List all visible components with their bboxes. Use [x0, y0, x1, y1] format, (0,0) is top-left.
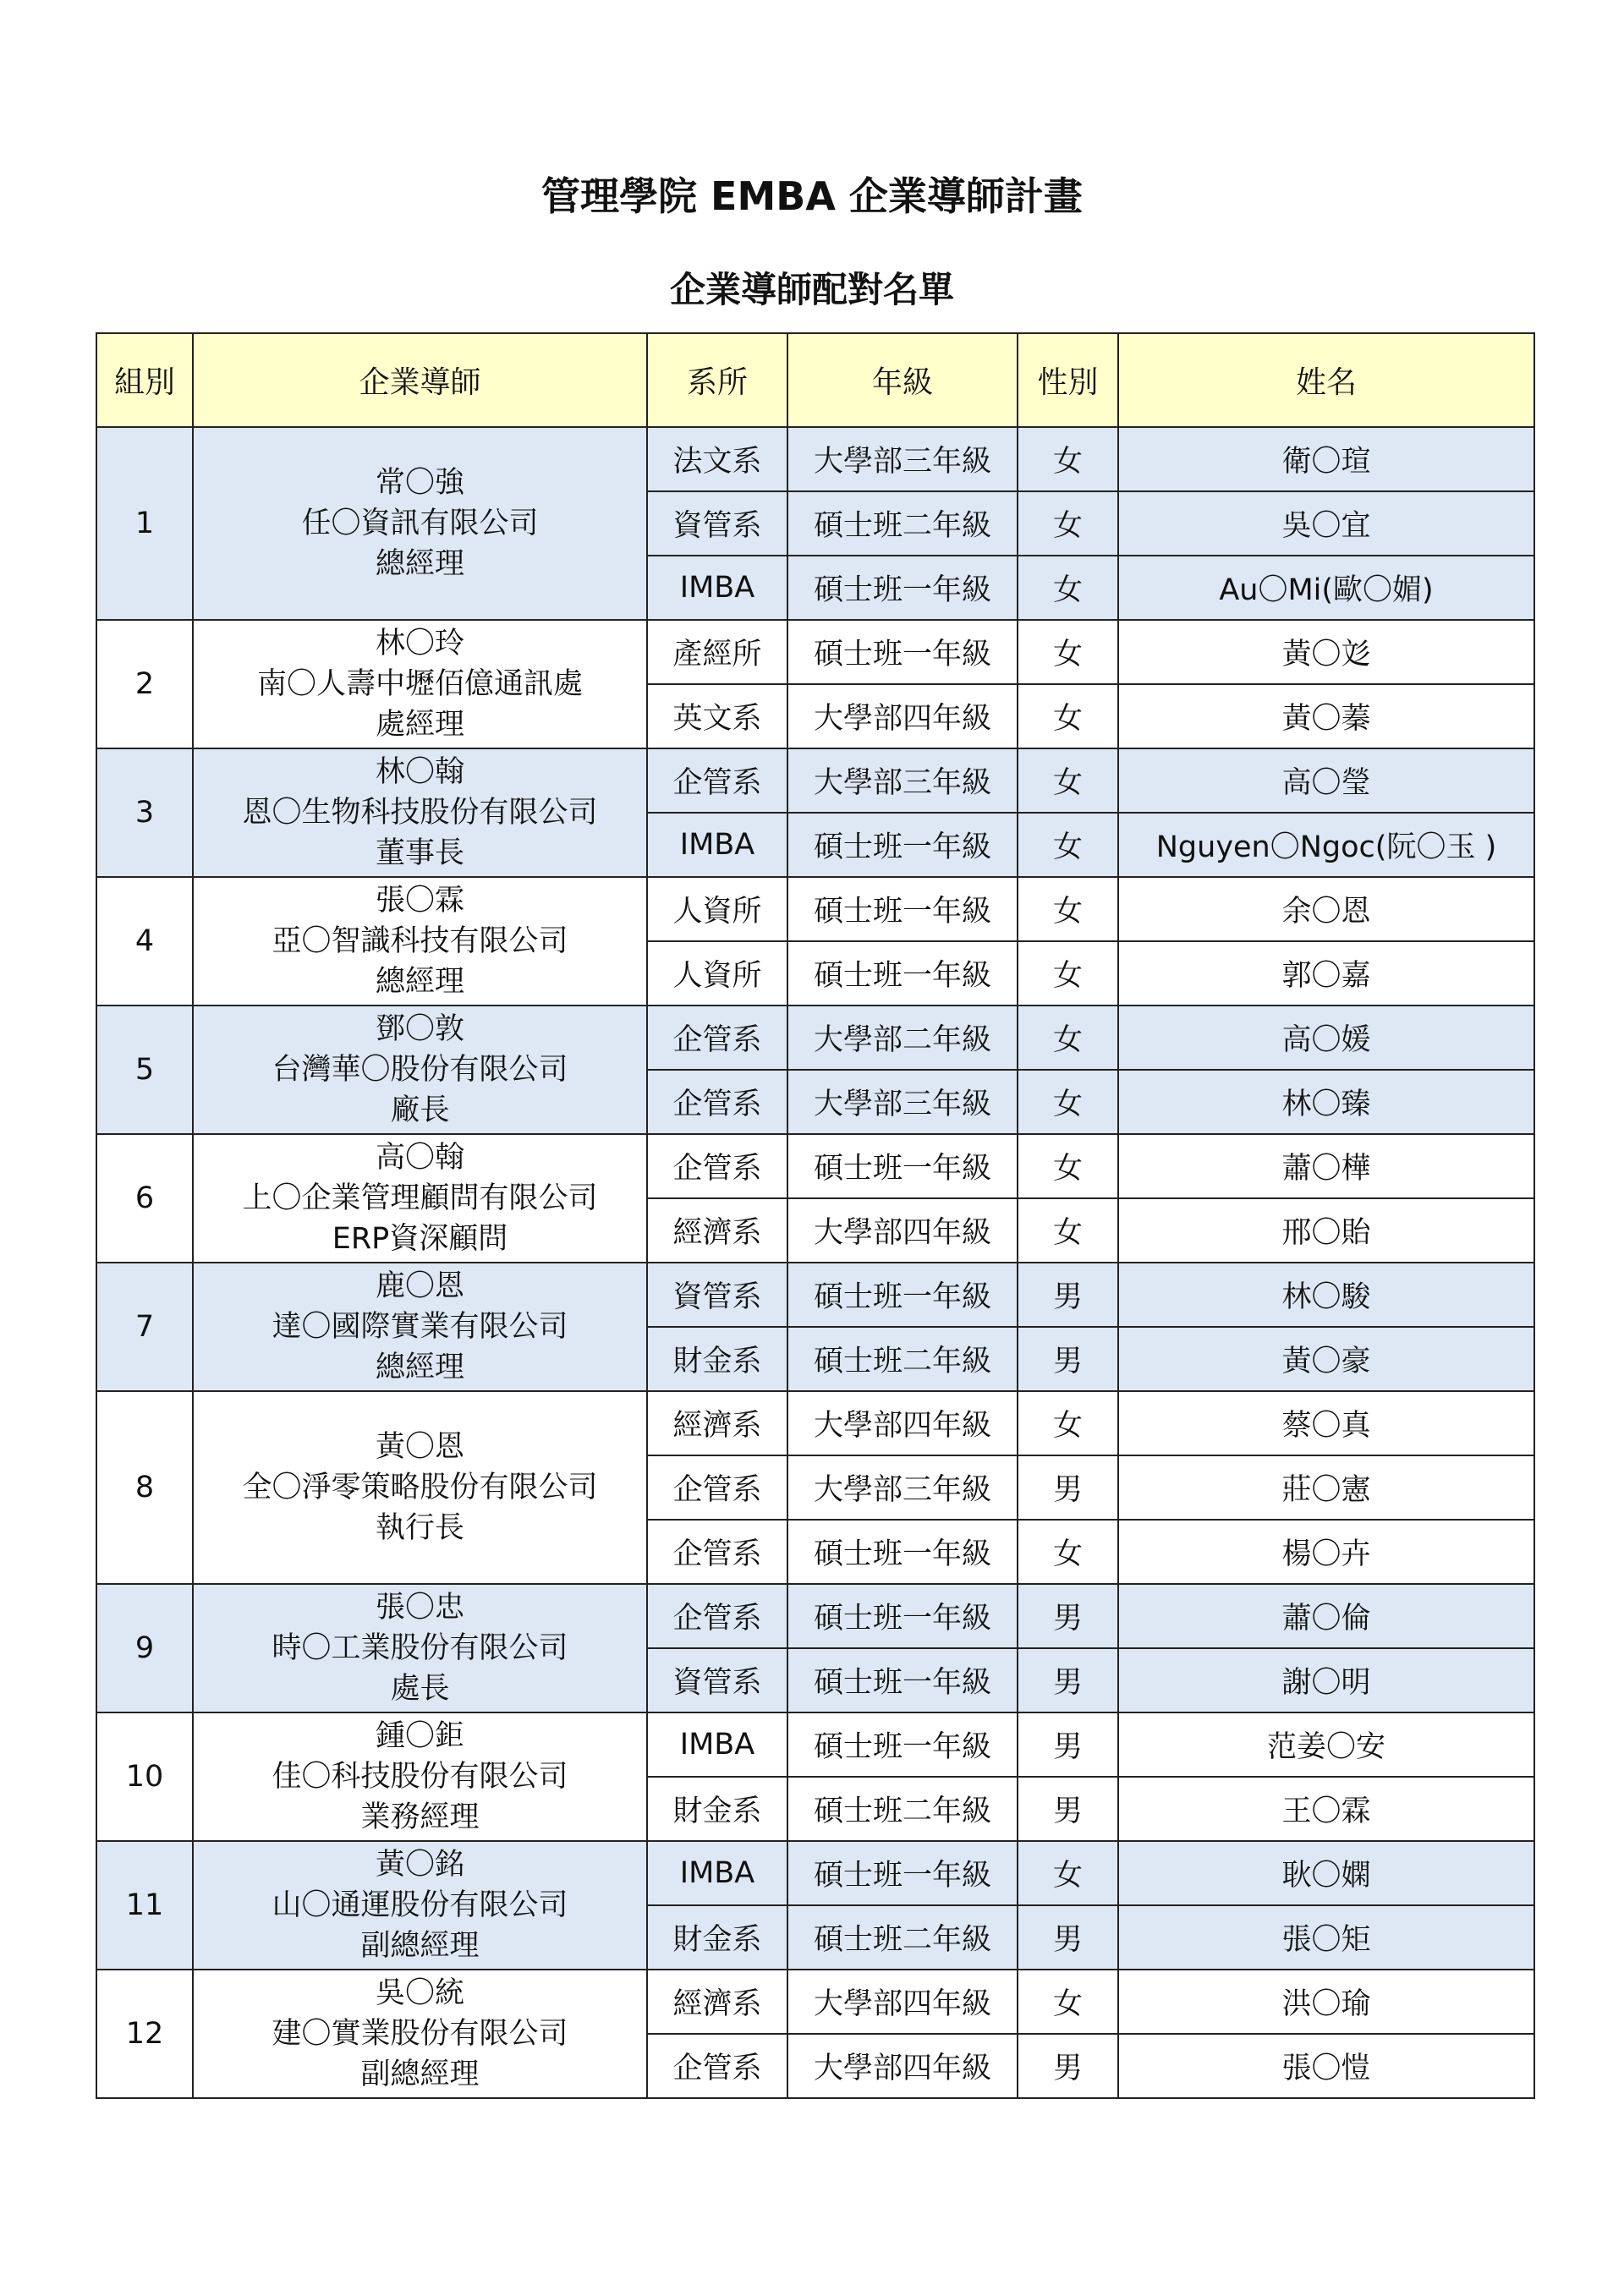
student-department: 企管系	[647, 1134, 787, 1198]
student-grade: 碩士班一年級	[787, 1263, 1018, 1327]
mentor-name: 張〇霖	[375, 884, 464, 918]
header-mentor: 企業導師	[193, 333, 647, 427]
table-header-row	[96, 333, 1534, 427]
student-gender: 女	[1018, 1198, 1118, 1263]
mentor-name: 鍾〇鉅	[375, 1719, 464, 1753]
student-department: 產經所	[647, 620, 787, 684]
group-number: 5	[96, 1006, 193, 1134]
student-gender: 男	[1018, 1905, 1118, 1970]
mentor-cell	[193, 748, 647, 877]
mentor-cell	[193, 1841, 647, 1970]
student-department: IMBA	[647, 813, 787, 877]
student-name: 張〇矩	[1118, 1905, 1534, 1970]
mentor-cell	[193, 1391, 647, 1584]
student-department: 企管系	[647, 1070, 787, 1134]
mentor-title: 副總經理	[360, 2058, 480, 2091]
table-row	[96, 1841, 1534, 1905]
student-department: 企管系	[647, 2034, 787, 2098]
mentor-name: 常〇強	[375, 466, 464, 500]
mentor-title: ERP資深顧問	[332, 1222, 508, 1256]
mentor-cell	[193, 620, 647, 748]
student-gender: 女	[1018, 1841, 1118, 1905]
student-name: 黃〇蓁	[1118, 684, 1534, 748]
student-grade: 碩士班一年級	[787, 877, 1018, 941]
mentor-pairing-table	[96, 332, 1535, 2099]
mentor-company: 台灣華〇股份有限公司	[272, 1053, 568, 1087]
group-number: 3	[96, 748, 193, 877]
student-grade: 碩士班一年級	[787, 1841, 1018, 1905]
mentor-name: 鄧〇敦	[375, 1012, 464, 1046]
student-name: 莊〇憲	[1118, 1455, 1534, 1520]
header-department: 系所	[647, 333, 787, 427]
student-department: 企管系	[647, 1584, 787, 1648]
student-grade: 碩士班二年級	[787, 1327, 1018, 1391]
group-number: 1	[96, 427, 193, 620]
mentor-title: 處經理	[375, 708, 464, 742]
student-grade: 碩士班一年級	[787, 1134, 1018, 1198]
student-gender: 男	[1018, 1263, 1118, 1327]
student-name: 耿〇嫻	[1118, 1841, 1534, 1905]
student-department: 英文系	[647, 684, 787, 748]
student-grade: 碩士班一年級	[787, 1712, 1018, 1777]
student-grade: 大學部四年級	[787, 1391, 1018, 1455]
student-gender: 女	[1018, 684, 1118, 748]
student-name: 高〇媛	[1118, 1006, 1534, 1070]
student-name: 林〇臻	[1118, 1070, 1534, 1134]
mentor-company: 建〇實業股份有限公司	[272, 2017, 568, 2051]
student-gender: 女	[1018, 1520, 1118, 1584]
student-name: 郭〇嘉	[1118, 941, 1534, 1006]
student-department: 財金系	[647, 1777, 787, 1841]
mentor-company: 上〇企業管理顧問有限公司	[242, 1181, 598, 1215]
student-name: 高〇瑩	[1118, 748, 1534, 813]
student-name: 謝〇明	[1118, 1648, 1534, 1712]
table-body	[96, 427, 1534, 2098]
group-number: 9	[96, 1584, 193, 1712]
mentor-company: 佳〇科技股份有限公司	[272, 1760, 568, 1794]
student-gender: 女	[1018, 1970, 1118, 2034]
mentor-name: 林〇玲	[375, 627, 464, 660]
student-department: 財金系	[647, 1327, 787, 1391]
student-gender: 女	[1018, 556, 1118, 620]
mentor-title: 廠長	[390, 1093, 450, 1127]
student-department: 企管系	[647, 748, 787, 813]
student-grade: 碩士班二年級	[787, 491, 1018, 556]
mentor-title: 業務經理	[360, 1800, 480, 1834]
student-name: 余〇恩	[1118, 877, 1534, 941]
student-name: 楊〇卉	[1118, 1520, 1534, 1584]
student-gender: 男	[1018, 1648, 1118, 1712]
table-row	[96, 1134, 1534, 1198]
mentor-cell	[193, 427, 647, 620]
group-number: 8	[96, 1391, 193, 1584]
student-grade: 碩士班一年級	[787, 1648, 1018, 1712]
student-department: 企管系	[647, 1455, 787, 1520]
student-gender: 女	[1018, 748, 1118, 813]
student-name: 邢〇貽	[1118, 1198, 1534, 1263]
student-grade: 大學部三年級	[787, 427, 1018, 491]
student-name: 蕭〇樺	[1118, 1134, 1534, 1198]
student-department: 經濟系	[647, 1970, 787, 2034]
mentor-company: 全〇淨零策略股份有限公司	[242, 1471, 598, 1504]
student-grade: 碩士班一年級	[787, 1520, 1018, 1584]
mentor-company: 亞〇智識科技有限公司	[272, 924, 568, 958]
student-department: 經濟系	[647, 1391, 787, 1455]
student-gender: 女	[1018, 877, 1118, 941]
table-row	[96, 1970, 1534, 2034]
mentor-company: 南〇人壽中壢佰億通訊處	[256, 667, 583, 701]
student-name: Au〇Mi(歐〇媚)	[1118, 556, 1534, 620]
mentor-title: 副總經理	[360, 1929, 480, 1963]
student-gender: 女	[1018, 1070, 1118, 1134]
header-gender: 性別	[1018, 333, 1118, 427]
mentor-cell	[193, 1263, 647, 1391]
mentor-title: 總經理	[375, 1351, 464, 1384]
student-grade: 碩士班一年級	[787, 1584, 1018, 1648]
mentor-cell	[193, 1970, 647, 2098]
mentor-name: 張〇忠	[375, 1591, 464, 1625]
table-row	[96, 1006, 1534, 1070]
mentor-company: 達〇國際實業有限公司	[272, 1310, 568, 1344]
group-number: 11	[96, 1841, 193, 1970]
mentor-company: 恩〇生物科技股份有限公司	[242, 796, 598, 830]
student-grade: 碩士班一年級	[787, 813, 1018, 877]
group-number: 4	[96, 877, 193, 1006]
table-row	[96, 620, 1534, 684]
header-grade: 年級	[787, 333, 1018, 427]
student-department: 財金系	[647, 1905, 787, 1970]
mentor-title: 董事長	[375, 836, 464, 870]
table-row	[96, 877, 1534, 941]
mentor-name: 黃〇恩	[375, 1430, 464, 1464]
student-grade: 大學部三年級	[787, 748, 1018, 813]
student-gender: 女	[1018, 620, 1118, 684]
student-name: 張〇愷	[1118, 2034, 1534, 2098]
mentor-name: 高〇翰	[375, 1141, 464, 1175]
mentor-company: 山〇通運股份有限公司	[272, 1888, 568, 1922]
table-row	[96, 1263, 1534, 1327]
mentor-title: 處長	[390, 1672, 450, 1706]
student-department: 法文系	[647, 427, 787, 491]
student-gender: 男	[1018, 1584, 1118, 1648]
student-grade: 大學部二年級	[787, 1006, 1018, 1070]
student-name: 衛〇瑄	[1118, 427, 1534, 491]
table-row	[96, 1712, 1534, 1777]
student-grade: 大學部四年級	[787, 1198, 1018, 1263]
student-gender: 女	[1018, 813, 1118, 877]
mentor-name: 黃〇銘	[375, 1848, 464, 1882]
student-department: 資管系	[647, 491, 787, 556]
mentor-company: 任〇資訊有限公司	[301, 507, 539, 540]
group-number: 7	[96, 1263, 193, 1391]
student-name: 蕭〇倫	[1118, 1584, 1534, 1648]
student-name: 洪〇瑜	[1118, 1970, 1534, 2034]
student-department: 企管系	[647, 1006, 787, 1070]
mentor-name: 吳〇統	[375, 1976, 464, 2010]
header-student-name: 姓名	[1118, 333, 1534, 427]
table-row	[96, 1584, 1534, 1648]
student-department: 人資所	[647, 877, 787, 941]
student-gender: 男	[1018, 1712, 1118, 1777]
mentor-name: 林〇翰	[375, 755, 464, 789]
document-subtitle: 企業導師配對名單	[669, 269, 954, 310]
student-gender: 女	[1018, 1006, 1118, 1070]
student-grade: 碩士班一年級	[787, 556, 1018, 620]
student-name: 王〇霖	[1118, 1777, 1534, 1841]
student-name: 蔡〇真	[1118, 1391, 1534, 1455]
student-name: 吳〇宜	[1118, 491, 1534, 556]
student-department: 資管系	[647, 1648, 787, 1712]
student-department: 人資所	[647, 941, 787, 1006]
mentor-cell	[193, 1584, 647, 1712]
student-department: 企管系	[647, 1520, 787, 1584]
mentor-title: 總經理	[375, 547, 464, 581]
header-group: 組別	[96, 333, 193, 427]
student-gender: 男	[1018, 1455, 1118, 1520]
student-department: IMBA	[647, 556, 787, 620]
student-department: 資管系	[647, 1263, 787, 1327]
student-gender: 女	[1018, 1134, 1118, 1198]
student-gender: 女	[1018, 491, 1118, 556]
group-number: 2	[96, 620, 193, 748]
student-grade: 大學部三年級	[787, 1455, 1018, 1520]
student-name: 林〇駿	[1118, 1263, 1534, 1327]
mentor-title: 執行長	[375, 1511, 464, 1545]
mentor-cell	[193, 1712, 647, 1841]
student-name: 黃〇彣	[1118, 620, 1534, 684]
group-number: 12	[96, 1970, 193, 2098]
student-grade: 碩士班一年級	[787, 620, 1018, 684]
mentor-cell	[193, 1134, 647, 1263]
student-gender: 男	[1018, 1327, 1118, 1391]
group-number: 6	[96, 1134, 193, 1263]
student-grade: 碩士班二年級	[787, 1905, 1018, 1970]
student-department: 經濟系	[647, 1198, 787, 1263]
student-gender: 男	[1018, 1777, 1118, 1841]
student-grade: 碩士班二年級	[787, 1777, 1018, 1841]
student-name: 黃〇豪	[1118, 1327, 1534, 1391]
mentor-title: 總經理	[375, 965, 464, 999]
student-gender: 女	[1018, 1391, 1118, 1455]
student-grade: 大學部四年級	[787, 684, 1018, 748]
student-grade: 大學部三年級	[787, 1070, 1018, 1134]
mentor-cell	[193, 1006, 647, 1134]
table-row	[96, 748, 1534, 813]
student-grade: 碩士班一年級	[787, 941, 1018, 1006]
mentor-name: 鹿〇恩	[375, 1269, 464, 1303]
group-number: 10	[96, 1712, 193, 1841]
student-name: 范姜〇安	[1118, 1712, 1534, 1777]
student-gender: 女	[1018, 941, 1118, 1006]
student-name: Nguyen〇Ngoc(阮〇玉 )	[1118, 813, 1534, 877]
student-grade: 大學部四年級	[787, 2034, 1018, 2098]
mentor-company: 時〇工業股份有限公司	[272, 1631, 568, 1665]
table-row	[96, 1391, 1534, 1455]
table-row	[96, 427, 1534, 491]
student-gender: 女	[1018, 427, 1118, 491]
mentor-cell	[193, 877, 647, 1006]
student-department: IMBA	[647, 1841, 787, 1905]
student-department: IMBA	[647, 1712, 787, 1777]
student-grade: 大學部四年級	[787, 1970, 1018, 2034]
document-title: 管理學院 EMBA 企業導師計畫	[541, 173, 1083, 219]
student-gender: 男	[1018, 2034, 1118, 2098]
